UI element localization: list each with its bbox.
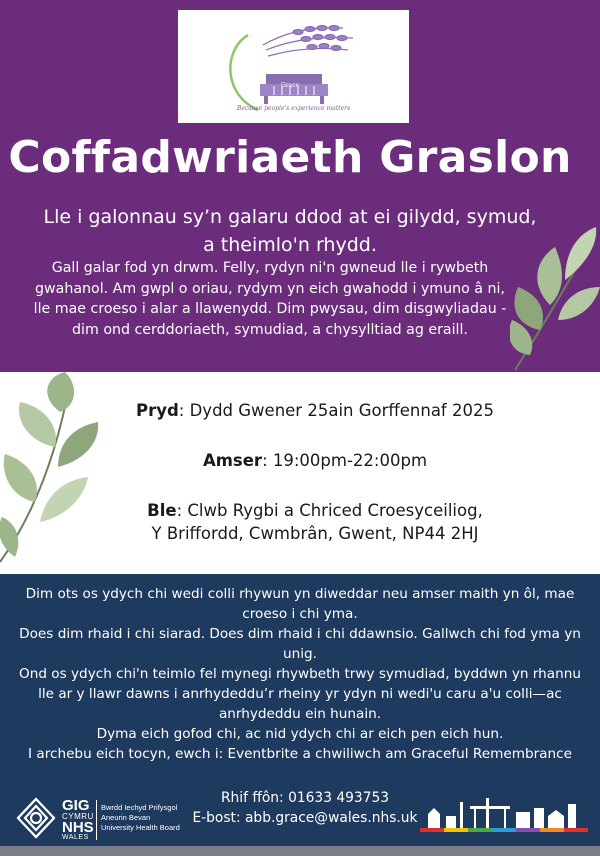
logo-tagline: Because people's experience matters bbox=[236, 105, 351, 112]
leaf-branch-icon bbox=[0, 372, 110, 572]
body-line: Does dim rhaid i chi siarad. Does dim rhaid i chi ddawnsio. Gallwch chi fod yma yn bbox=[19, 626, 581, 642]
location-label: Ble bbox=[147, 501, 177, 520]
location-value: : Clwb Rygbi a Chriced Croesyceiliog, bbox=[176, 501, 483, 520]
time-value: : 19:00pm-22:00pm bbox=[262, 451, 428, 470]
contact-info bbox=[180, 788, 430, 828]
cymru-text: CYMRU bbox=[62, 812, 94, 821]
logo-divider bbox=[96, 800, 97, 840]
event-date bbox=[100, 399, 530, 423]
date-value: : Dydd Gwener 25ain Gorffennaf 2025 bbox=[178, 401, 494, 420]
nhs-text: NHS bbox=[62, 819, 94, 836]
intro-paragraph bbox=[14, 258, 526, 340]
logo-word: Grace bbox=[281, 82, 300, 89]
body-paragraph bbox=[12, 584, 588, 764]
gig-text: GIG bbox=[62, 797, 90, 814]
body-line: croeso i chi yma. bbox=[242, 606, 358, 622]
board-line: University Health Board bbox=[101, 823, 180, 832]
body-line: anrhydeddu ein hunain. bbox=[218, 706, 382, 722]
event-location bbox=[100, 499, 530, 523]
email-address: E-bost: abb.grace@wales.nhs.uk bbox=[192, 810, 418, 826]
grace-logo bbox=[178, 10, 409, 123]
body-line: Dim ots os ydych chi wedi colli rhywun yn diweddar neu amser maith yn ôl, mae bbox=[25, 586, 575, 602]
subtitle-line: Lle i galonnau sy’n galaru ddod at ei gilydd, symud, bbox=[43, 206, 537, 228]
event-location-line2: Y Briffordd, Cwmbrân, Gwent, NP44 2HJ bbox=[151, 524, 479, 543]
celtic-knot-icon bbox=[14, 796, 58, 840]
intro-line: lle mae croeso i alar a llawenydd. Dim pwysau, dim disgwyliadau - bbox=[33, 301, 507, 317]
body-line: lle ar y llawr dawns i anrhydeddu’r rheiny yr ydyn ni wedi'u caru a'u colli—ac bbox=[38, 686, 562, 702]
subtitle-line: a theimlo'n rhydd. bbox=[203, 234, 377, 256]
date-label: Pryd bbox=[136, 401, 179, 420]
wales-text: WALES bbox=[62, 834, 89, 841]
body-line: unig. bbox=[283, 646, 317, 662]
time-label: Amser bbox=[202, 451, 263, 470]
subtitle bbox=[10, 203, 570, 259]
body-line: I archebu eich tocyn, ewch i: Eventbrite a chwiliwch am Graceful Remembrance bbox=[28, 746, 572, 762]
bottom-strip bbox=[0, 846, 600, 856]
intro-line: Gall galar fod yn drwm. Felly, rydyn ni'n gwneud lle i rywbeth bbox=[51, 260, 489, 276]
health-board-name bbox=[101, 803, 180, 833]
body-line: Ond os ydych chi'n teimlo fel mynegi rhywbeth trwy symudiad, byddwn yn rhannu bbox=[19, 666, 581, 682]
intro-line: dim ond cerddoriaeth, symudiad, a chysylltiad ag eraill. bbox=[72, 321, 468, 338]
board-line: Bwrdd Iechyd Prifysgol bbox=[101, 803, 178, 812]
intro-line: gwahanol. Am gwpl o oriau, rydym yn eich gwahodd i ymuno â ni, bbox=[35, 280, 505, 297]
phone-number: Rhif ffôn: 01633 493753 bbox=[220, 790, 390, 806]
board-line: Aneurin Bevan bbox=[101, 813, 151, 822]
body-line: Dyma eich gofod chi, ac nid ydych chi ar eich pen eich hun. bbox=[96, 726, 504, 742]
page-title: Coffadwriaeth Graslon bbox=[8, 132, 572, 183]
event-time bbox=[100, 449, 530, 473]
skyline-icon bbox=[420, 794, 590, 834]
leaf-branch-icon bbox=[510, 225, 600, 375]
